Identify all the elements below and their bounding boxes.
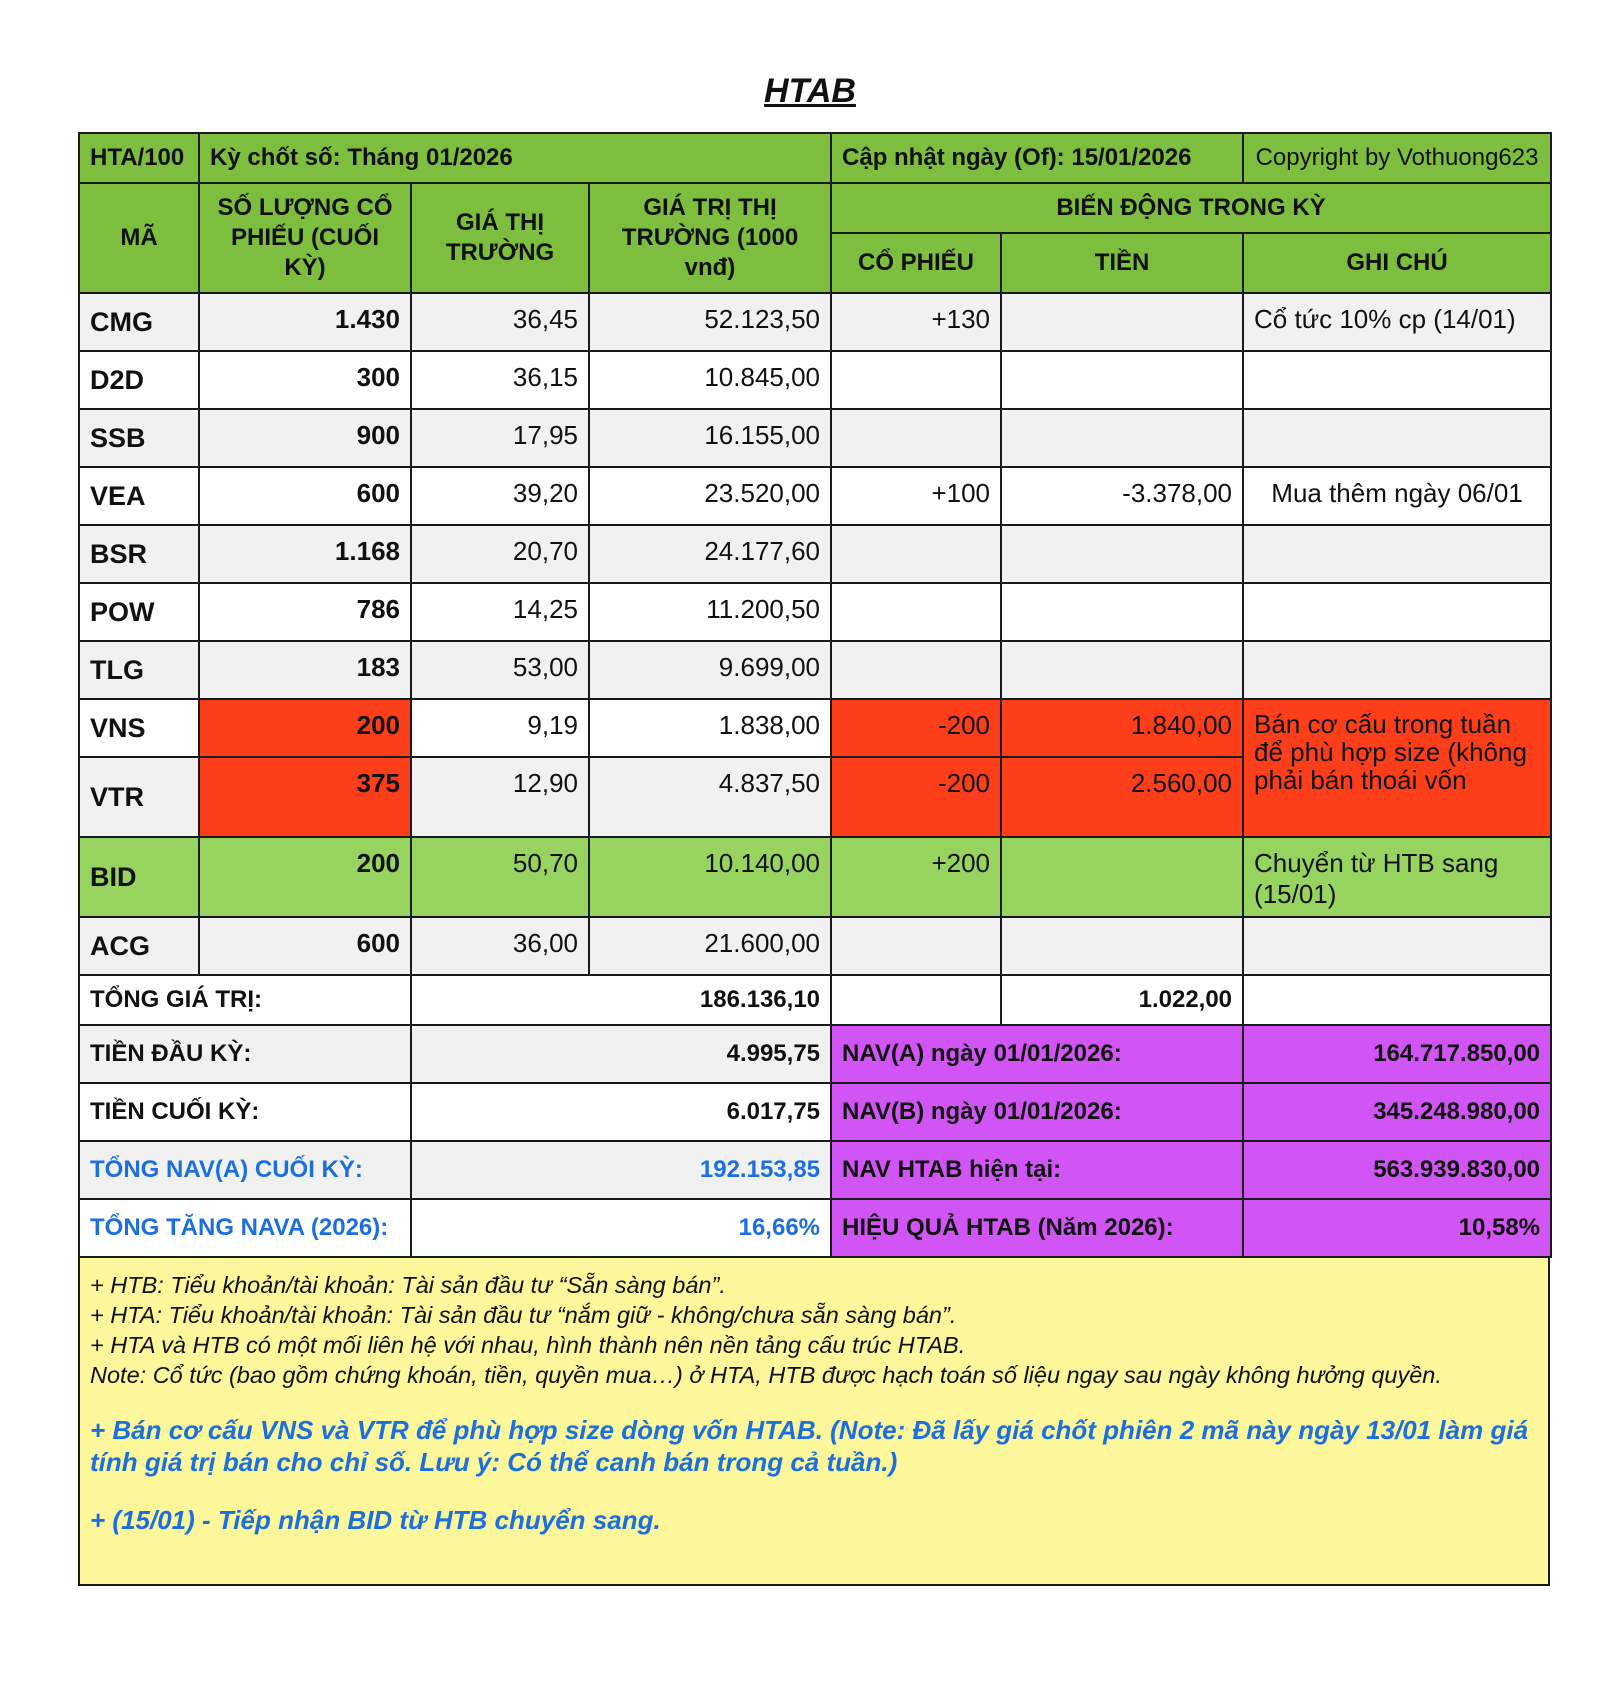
cell-code: CMG: [79, 293, 199, 351]
table-row: [79, 351, 1551, 409]
cell-value: 23.520,00: [589, 467, 831, 525]
cell-code: VTR: [79, 757, 199, 837]
cell-shares: +200: [831, 837, 1001, 917]
cell-code: POW: [79, 583, 199, 641]
portfolio-table: [78, 132, 1552, 1258]
total-cash: 1.022,00: [1001, 975, 1243, 1025]
cell-cash: -3.378,00: [1001, 467, 1243, 525]
cell-price: 39,20: [411, 467, 589, 525]
start-cash-label: TIỀN ĐẦU KỲ:: [79, 1025, 411, 1083]
cell-shares: +130: [831, 293, 1001, 351]
table-row: [79, 641, 1551, 699]
cell-qty: 600: [199, 917, 411, 975]
header-price: GIÁ THỊ TRƯỜNG: [411, 183, 589, 293]
updated-date: Cập nhật ngày (Of): 15/01/2026: [831, 133, 1243, 183]
cell-qty: 200: [199, 837, 411, 917]
cell-cash: [1001, 525, 1243, 583]
cell-shares: [831, 351, 1001, 409]
table-row: [79, 525, 1551, 583]
cell-shares: [831, 409, 1001, 467]
nav-htab-value: 563.939.830,00: [1243, 1141, 1551, 1199]
cell-value: 10.140,00: [589, 837, 831, 917]
cell-note: [1243, 917, 1551, 975]
copyright: Copyright by Vothuong623: [1243, 133, 1551, 183]
cell-value: 4.837,50: [589, 757, 831, 837]
header-cash: TIỀN: [1001, 233, 1243, 293]
cell-note: [1243, 641, 1551, 699]
cell-shares: [831, 641, 1001, 699]
table-row: [79, 837, 1551, 917]
cell-qty: 900: [199, 409, 411, 467]
cell-price: 17,95: [411, 409, 589, 467]
cell-shares: [831, 525, 1001, 583]
cell-cash: [1001, 351, 1243, 409]
table-row: [79, 467, 1551, 525]
table-row: [79, 583, 1551, 641]
page-title: HTAB: [764, 72, 856, 110]
cell-qty: 786: [199, 583, 411, 641]
cell-cash: 2.560,00: [1001, 757, 1243, 837]
nava-growth-value: 16,66%: [411, 1199, 831, 1257]
cell-cash: [1001, 583, 1243, 641]
cell-price: 20,70: [411, 525, 589, 583]
cell-code: TLG: [79, 641, 199, 699]
total-label: TỔNG GIÁ TRỊ:: [79, 975, 411, 1025]
cell-note: [1243, 525, 1551, 583]
cell-code: D2D: [79, 351, 199, 409]
cell-note: [1243, 351, 1551, 409]
nav-a-value: 192.153,85: [411, 1141, 831, 1199]
cell-value: 10.845,00: [589, 351, 831, 409]
note-highlight: + Bán cơ cấu VNS và VTR để phù hợp size dòng vốn HTAB. (Note: Đã lấy giá chốt phiên 2 mã này ngày 13/01 làm giá tính giá trị bán cho chỉ số. Lưu ý: Có thể canh bán trong cả tuần.): [90, 1415, 1529, 1477]
cell-price: 14,25: [411, 583, 589, 641]
cell-value: 16.155,00: [589, 409, 831, 467]
note-line: + HTA: Tiểu khoản/tài khoản: Tài sản đầu tư “nắm giữ - không/chưa sẵn sàng bán”.: [90, 1302, 957, 1328]
cell-price: 36,00: [411, 917, 589, 975]
table-row: [79, 917, 1551, 975]
cell-shares: -200: [831, 699, 1001, 757]
cell-code: VNS: [79, 699, 199, 757]
table-row: [79, 409, 1551, 467]
cell-note: Mua thêm ngày 06/01: [1243, 467, 1551, 525]
cell-qty: 375: [199, 757, 411, 837]
cell-price: 36,15: [411, 351, 589, 409]
cell-code: ACG: [79, 917, 199, 975]
cell-qty: 300: [199, 351, 411, 409]
total-value: 186.136,10: [411, 975, 831, 1025]
cell-cash: 1.840,00: [1001, 699, 1243, 757]
cell-note: Chuyển từ HTB sang (15/01): [1243, 837, 1551, 917]
cell-qty: 1.430: [199, 293, 411, 351]
table-row: [79, 293, 1551, 351]
table-row: [79, 699, 1551, 757]
cell-cash: [1001, 293, 1243, 351]
cell-cash: [1001, 409, 1243, 467]
cell-shares: [831, 917, 1001, 975]
cell-value: 52.123,50: [589, 293, 831, 351]
efficiency-label: HIỆU QUẢ HTAB (Năm 2026):: [831, 1199, 1243, 1257]
cell-note: Bán cơ cấu trong tuần để phù hợp size (không phải bán thoái vốn: [1243, 699, 1551, 837]
cell-shares: [831, 583, 1001, 641]
cell-cash: [1001, 641, 1243, 699]
note-line: Note: Cổ tức (bao gồm chứng khoán, tiền, quyền mua…) ở HTA, HTB được hạch toán số liệu ngay sau ngày không hưởng quyền.: [90, 1362, 1442, 1388]
end-cash-label: TIỀN CUỐI KỲ:: [79, 1083, 411, 1141]
cell-value: 11.200,50: [589, 583, 831, 641]
cell-note: [1243, 583, 1551, 641]
note-highlight: + (15/01) - Tiếp nhận BID từ HTB chuyển sang.: [90, 1505, 661, 1535]
start-cash: 4.995,75: [411, 1025, 831, 1083]
cell-value: 1.838,00: [589, 699, 831, 757]
cell-value: 24.177,60: [589, 525, 831, 583]
cell-value: 9.699,00: [589, 641, 831, 699]
notes-box: [78, 1258, 1550, 1586]
cell-qty: 600: [199, 467, 411, 525]
cell-price: 53,00: [411, 641, 589, 699]
end-cash: 6.017,75: [411, 1083, 831, 1141]
nav-b-date-label: NAV(B) ngày 01/01/2026:: [831, 1083, 1243, 1141]
header-note: GHI CHÚ: [1243, 233, 1551, 293]
nava-growth-label: TỔNG TĂNG NAVA (2026):: [79, 1199, 411, 1257]
cell-qty: 200: [199, 699, 411, 757]
header-qty: SỐ LƯỢNG CỔ PHIẾU (CUỐI KỲ): [199, 183, 411, 293]
cell-code: SSB: [79, 409, 199, 467]
period-label: Kỳ chốt số: Tháng 01/2026: [199, 133, 831, 183]
htab-report: [78, 132, 1550, 1586]
cell-price: 50,70: [411, 837, 589, 917]
nav-a-label: TỔNG NAV(A) CUỐI KỲ:: [79, 1141, 411, 1199]
cell-qty: 183: [199, 641, 411, 699]
nav-b-date-value: 345.248.980,00: [1243, 1083, 1551, 1141]
header-change-group: BIẾN ĐỘNG TRONG KỲ: [831, 183, 1551, 233]
note-line: + HTA và HTB có một mối liên hệ với nhau, hình thành nên nền tảng cấu trúc HTAB.: [90, 1332, 966, 1358]
cell-cash: [1001, 837, 1243, 917]
header-value: GIÁ TRỊ THỊ TRƯỜNG (1000 vnđ): [589, 183, 831, 293]
cell-shares: +100: [831, 467, 1001, 525]
cell-code: BSR: [79, 525, 199, 583]
cell-note: [1243, 409, 1551, 467]
cell-cash: [1001, 917, 1243, 975]
efficiency-value: 10,58%: [1243, 1199, 1551, 1257]
cell-shares: -200: [831, 757, 1001, 837]
cell-value: 21.600,00: [589, 917, 831, 975]
cell-code: BID: [79, 837, 199, 917]
cell-note: Cổ tức 10% cp (14/01): [1243, 293, 1551, 351]
cell-price: 36,45: [411, 293, 589, 351]
nav-a-date-value: 164.717.850,00: [1243, 1025, 1551, 1083]
header-shares: CỔ PHIẾU: [831, 233, 1001, 293]
note-line: + HTB: Tiểu khoản/tài khoản: Tài sản đầu tư “Sẵn sàng bán”.: [90, 1272, 726, 1298]
account-id: HTA/100: [79, 133, 199, 183]
header-code: MÃ: [79, 183, 199, 293]
nav-a-date-label: NAV(A) ngày 01/01/2026:: [831, 1025, 1243, 1083]
nav-htab-label: NAV HTAB hiện tại:: [831, 1141, 1243, 1199]
cell-code: VEA: [79, 467, 199, 525]
cell-price: 12,90: [411, 757, 589, 837]
cell-qty: 1.168: [199, 525, 411, 583]
cell-price: 9,19: [411, 699, 589, 757]
